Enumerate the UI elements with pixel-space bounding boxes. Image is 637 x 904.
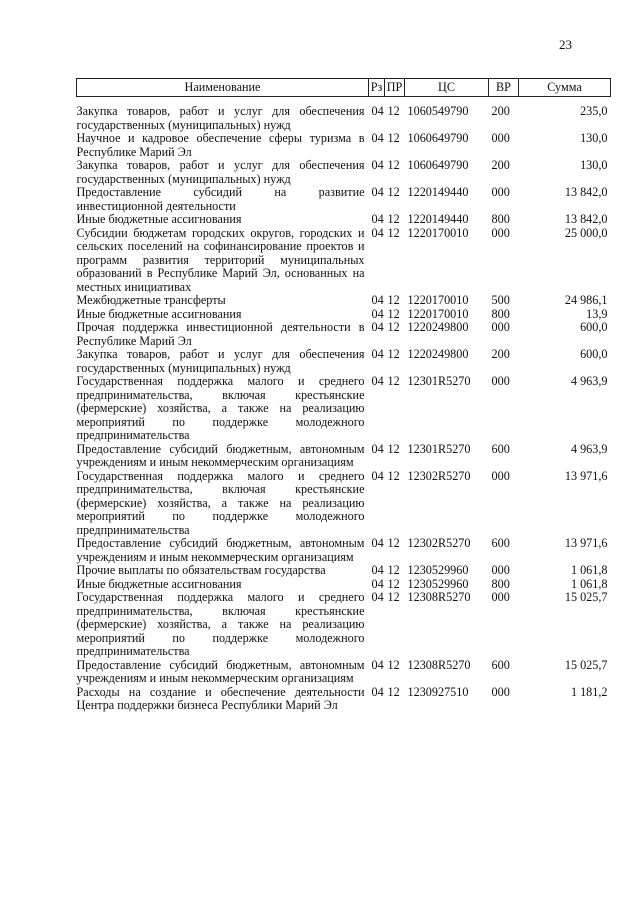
table-row (77, 159, 611, 186)
cell-cs: 1230529960 (407, 563, 469, 577)
cell-sum: 13 971,6 (564, 468, 608, 483)
cell-cs: 12301R5270 (407, 374, 471, 388)
cell-name: Иные бюджетные ассигнования (76, 212, 242, 226)
page-number: 23 (559, 37, 572, 52)
header-cs: ЦС (405, 79, 489, 97)
table-row (77, 578, 611, 592)
cell-pr: 12 (387, 347, 400, 361)
cell-rz: 04 (371, 131, 384, 145)
header-row (77, 79, 611, 97)
table-header (77, 79, 611, 97)
header-sum: Сумма (519, 79, 611, 97)
cell-pr: 12 (387, 563, 400, 577)
cell-vr: 200 (491, 104, 510, 118)
header-pr: ПР (385, 79, 405, 97)
cell-name: Предоставление субсидий бюджетным, автономным учреждениям и иным некоммерческим организациям (76, 441, 365, 469)
cell-cs: 12308R5270 (407, 590, 471, 604)
cell-sum: 24 986,1 (564, 293, 608, 307)
cell-vr: 000 (491, 374, 510, 388)
cell-vr: 000 (491, 131, 510, 145)
cell-cs: 1220249800 (407, 320, 469, 334)
cell-vr: 600 (491, 441, 510, 456)
table-row (77, 97, 611, 133)
cell-pr: 12 (387, 185, 400, 199)
cell-pr: 12 (387, 320, 400, 334)
cell-vr: 000 (491, 225, 510, 240)
cell-sum: 13 842,0 (564, 212, 608, 226)
cell-vr: 200 (491, 158, 510, 172)
cell-sum: 25 000,0 (564, 225, 608, 240)
cell-rz: 04 (371, 536, 384, 550)
cell-rz: 04 (371, 441, 384, 456)
table-row (77, 686, 611, 713)
cell-name: Предоставление субсидий на развитие инвестиционной деятельности (76, 185, 365, 213)
cell-sum: 13,9 (586, 306, 608, 321)
cell-pr: 12 (387, 536, 400, 550)
cell-pr: 12 (387, 657, 400, 672)
table-row (77, 213, 611, 227)
cell-rz: 04 (371, 104, 384, 118)
cell-name: Закупка товаров, работ и услуг для обеспечения государственных (муниципальных) нужд (76, 104, 365, 132)
cell-cs: 1060649790 (407, 158, 469, 172)
cell-rz: 04 (371, 225, 384, 240)
cell-rz: 04 (371, 468, 384, 483)
table-row (77, 132, 611, 159)
cell-sum: 1 061,8 (570, 576, 608, 591)
cell-vr: 800 (491, 212, 510, 226)
cell-name: Предоставление субсидий бюджетным, автономным учреждениям и иным некоммерческим организациям (76, 657, 365, 685)
cell-sum: 13 971,6 (564, 536, 608, 550)
cell-pr: 12 (387, 104, 400, 118)
cell-cs: 12308R5270 (407, 657, 471, 672)
cell-name: Расходы на создание и обеспечение деятельности Центра поддержки бизнеса Республики Марий Эл (76, 684, 365, 712)
cell-rz: 04 (371, 657, 384, 672)
table-body (77, 97, 611, 713)
cell-rz: 04 (371, 293, 384, 307)
cell-vr: 000 (491, 563, 510, 577)
cell-sum: 235,0 (580, 104, 608, 118)
table-row (77, 443, 611, 470)
cell-pr: 12 (387, 158, 400, 172)
cell-rz: 04 (371, 576, 384, 591)
cell-sum: 13 842,0 (564, 185, 608, 199)
cell-cs: 1230529960 (407, 576, 469, 591)
cell-vr: 000 (491, 590, 510, 604)
table-row (77, 294, 611, 308)
cell-cs: 1220249800 (407, 347, 469, 361)
cell-name: Межбюджетные трансферты (76, 293, 226, 307)
cell-cs: 1220149440 (407, 185, 469, 199)
cell-vr: 200 (491, 347, 510, 361)
cell-sum: 1 181,2 (570, 684, 608, 699)
table-row (77, 591, 611, 659)
cell-cs: 1220170010 (407, 225, 469, 240)
cell-pr: 12 (387, 374, 400, 388)
cell-rz: 04 (371, 347, 384, 361)
cell-name: Предоставление субсидий бюджетным, автономным учреждениям и иным некоммерческим организациям (76, 536, 365, 564)
cell-vr: 000 (491, 185, 510, 199)
cell-vr: 800 (491, 576, 510, 591)
cell-name: Прочая поддержка инвестиционной деятельности в Республике Марий Эл (76, 320, 365, 348)
cell-cs: 1220149440 (407, 212, 469, 226)
cell-rz: 04 (371, 374, 384, 388)
cell-vr: 500 (491, 293, 510, 307)
cell-rz: 04 (371, 320, 384, 334)
cell-vr: 800 (491, 306, 510, 321)
cell-vr: 000 (491, 684, 510, 699)
cell-sum: 15 025,7 (564, 590, 608, 604)
header-rz: Рз (369, 79, 385, 97)
cell-cs: 1060649790 (407, 131, 469, 145)
cell-name: Субсидии бюджетам городских округов, городских и сельских поселений на софинансирование проектов и программ развития территорий муниципальных образований в Республике Марий Эл, основанных на местных инициативах (76, 225, 365, 294)
cell-cs: 12302R5270 (407, 536, 471, 550)
cell-rz: 04 (371, 684, 384, 699)
table-row (77, 227, 611, 295)
table-row (77, 470, 611, 538)
cell-name: Иные бюджетные ассигнования (76, 576, 242, 591)
cell-name: Государственная поддержка малого и среднего предпринимательства, включая крестьянские (фермерские) хозяйства, а также на реализацию мероприятий по поддержке молодежного предпринимательства (76, 468, 365, 537)
cell-name: Иные бюджетные ассигнования (76, 306, 242, 321)
table-row (77, 537, 611, 564)
table-row (77, 186, 611, 213)
cell-name: Государственная поддержка малого и среднего предпринимательства, включая крестьянские (фермерские) хозяйства, а также на реализацию мероприятий по поддержке молодежного предпринимательства (76, 590, 365, 658)
cell-pr: 12 (387, 441, 400, 456)
header-vr: ВР (489, 79, 519, 97)
cell-name: Закупка товаров, работ и услуг для обеспечения государственных (муниципальных) нужд (76, 158, 365, 186)
cell-pr: 12 (387, 306, 400, 321)
cell-sum: 600,0 (580, 347, 608, 361)
cell-pr: 12 (387, 212, 400, 226)
cell-cs: 12301R5270 (407, 441, 471, 456)
table-row (77, 348, 611, 375)
cell-cs: 1230927510 (407, 684, 469, 699)
cell-rz: 04 (371, 158, 384, 172)
cell-cs: 12302R5270 (407, 468, 471, 483)
cell-name: Закупка товаров, работ и услуг для обеспечения государственных (муниципальных) нужд (76, 347, 365, 375)
cell-vr: 000 (491, 320, 510, 334)
cell-pr: 12 (387, 225, 400, 240)
cell-rz: 04 (371, 185, 384, 199)
cell-vr: 600 (491, 657, 510, 672)
cell-sum: 130,0 (580, 158, 608, 172)
cell-rz: 04 (371, 563, 384, 577)
cell-pr: 12 (387, 468, 400, 483)
cell-sum: 4 963,9 (570, 441, 608, 456)
table-row (77, 308, 611, 322)
cell-pr: 12 (387, 293, 400, 307)
budget-table (76, 78, 611, 713)
cell-sum: 1 061,8 (570, 563, 608, 577)
cell-pr: 12 (387, 131, 400, 145)
table-row (77, 321, 611, 348)
cell-sum: 15 025,7 (564, 657, 608, 672)
cell-cs: 1220170010 (407, 293, 469, 307)
cell-sum: 4 963,9 (570, 374, 608, 388)
cell-rz: 04 (371, 306, 384, 321)
cell-name: Научное и кадровое обеспечение сферы туризма в Республике Марий Эл (76, 131, 365, 159)
cell-sum: 130,0 (580, 131, 608, 145)
cell-sum: 600,0 (580, 320, 608, 334)
cell-pr: 12 (387, 590, 400, 604)
cell-vr: 000 (491, 468, 510, 483)
cell-pr: 12 (387, 684, 400, 699)
cell-rz: 04 (371, 212, 384, 226)
table-row (77, 375, 611, 443)
cell-rz: 04 (371, 590, 384, 604)
cell-name: Прочие выплаты по обязательствам государства (76, 563, 326, 577)
cell-cs: 1060549790 (407, 104, 469, 118)
cell-pr: 12 (387, 576, 400, 591)
cell-name: Государственная поддержка малого и среднего предпринимательства, включая крестьянские (фермерские) хозяйства, а также на реализацию мероприятий по поддержке молодежного предпринимательства (76, 374, 365, 442)
cell-vr: 600 (491, 536, 510, 550)
cell-cs: 1220170010 (407, 306, 469, 321)
table-row (77, 659, 611, 686)
header-name: Наименование (77, 79, 369, 97)
table-row (77, 564, 611, 578)
